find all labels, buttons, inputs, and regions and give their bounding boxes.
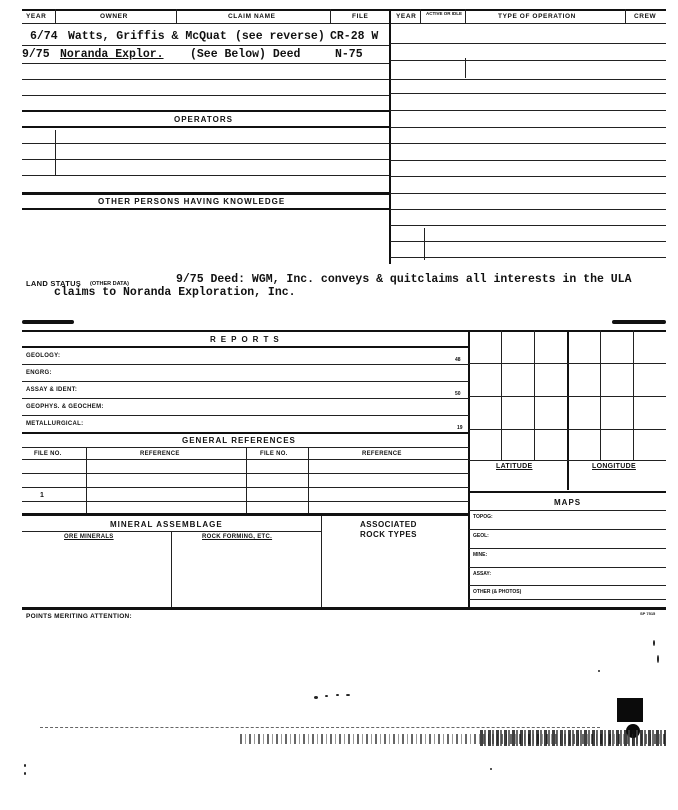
scan-streak [40,727,600,728]
col-reference-2: REFERENCE [362,451,402,457]
rule [22,143,389,144]
rule [469,567,666,568]
header-owner: OWNER [100,13,128,20]
report-geology-mark: 48 [455,357,461,363]
col-reference: REFERENCE [140,451,180,457]
rule [308,447,309,513]
rule [390,43,666,44]
header-type-of-operation: TYPE OF OPERATION [498,13,576,20]
rule [424,228,425,260]
report-geology: GEOLOGY: [26,353,61,359]
rule [469,363,666,364]
report-assay-mark: 50 [455,391,461,397]
rule [22,79,389,80]
rule [390,110,666,111]
rule [390,257,666,258]
rule [390,241,666,242]
rule [22,381,469,382]
rule [171,531,172,608]
rule [22,398,469,399]
scan-mark [612,320,666,324]
longitude-label: LONGITUDE [592,463,636,470]
col-file-no: FILE NO. [34,451,62,457]
rule [390,176,666,177]
points-meriting-attention: POINTS MERITING ATTENTION: [26,613,133,620]
rule [86,447,87,513]
scan-noise [480,730,666,746]
owner-row-1-year: 6/74 [30,30,58,43]
land-status-line-2: claims to Noranda Exploration, Inc. [54,286,296,299]
rule [330,9,331,23]
rule [22,607,666,610]
rule [22,95,389,96]
owner-row-2-year: 9/75 [22,48,50,61]
rule [420,9,421,23]
header-year-2: YEAR [396,13,417,20]
rule [22,330,666,332]
owner-row-2-owner: Noranda Explor. [60,48,164,61]
rule [22,513,469,516]
mineral-assemblage-title: MINERAL ASSEMBLAGE [110,520,223,529]
rule [390,143,666,144]
rule [22,110,389,112]
rule [390,160,666,161]
speck [24,772,26,775]
rule [22,208,389,210]
rule [246,447,247,513]
reports-right-divider [468,330,470,610]
rule [390,127,666,128]
land-status-label: LAND STATUS [26,279,82,288]
ref-entry-mark: 1 [40,492,44,499]
rule [22,63,389,64]
other-persons-title: OTHER PERSONS HAVING KNOWLEDGE [98,197,286,206]
rule [55,9,56,23]
rule [469,548,666,549]
speck [24,764,26,767]
rule [469,529,666,530]
speck [598,670,600,672]
rule [22,175,389,176]
maps-geol: GEOL: [473,533,489,539]
land-status-line-1: 9/75 Deed: WGM, Inc. conveys & quitclaims all interests in the ULA [176,273,632,286]
report-metallurgical-mark: 19 [457,425,463,431]
rule [390,225,666,226]
rule [390,93,666,94]
rule [390,193,666,194]
associated-rock-types-2: ROCK TYPES [360,530,418,539]
maps-title: MAPS [554,498,582,507]
rule [534,330,535,460]
rule [469,429,666,430]
maps-assay: ASSAY: [473,571,492,577]
rule [469,491,666,493]
header-active-or-idle: ACTIVE OR IDLE [425,11,462,16]
rule [469,396,666,397]
reports-title: REPORTS [210,335,284,344]
rule [22,364,469,365]
scan-mark [22,320,74,324]
rule [22,415,469,416]
owner-row-1-claim: (see reverse) [235,30,325,43]
header-year: YEAR [26,13,47,20]
rule [22,192,389,195]
rule [469,510,666,511]
owner-row-1-file: CR-28 W [330,30,379,43]
maps-other: OTHER (& PHOTOS) [473,589,522,595]
rule [567,330,569,490]
speck [657,655,659,663]
rule [22,432,469,434]
rule [176,9,177,23]
rule [22,159,389,160]
col-file-no-2: FILE NO. [260,451,288,457]
maps-mine: MINE: [473,552,488,558]
rule [22,346,469,348]
general-references-title: GENERAL REFERENCES [182,436,296,445]
owner-row-1-owner: Watts, Griffis & McQuat [68,30,227,43]
rule [22,23,666,24]
report-geophys: GEOPHYS. & GEOCHEM: [26,404,104,410]
header-claim-name: CLAIM NAME [228,13,276,20]
rule [22,126,389,128]
speck [346,694,350,696]
owner-row-2-claim: (See Below) Deed [190,48,301,61]
rock-forming-label: ROCK FORMING, ETC. [202,534,273,540]
rule [465,9,466,23]
speck [325,695,328,697]
rule [625,9,626,23]
land-status-sublabel: (OTHER DATA) [90,281,129,287]
rule [501,330,502,460]
operators-title: OPERATORS [174,115,233,124]
rule [321,516,322,608]
maps-topog: TOPOG: [473,514,493,520]
rule [633,330,634,460]
form-number: SP 7515 [640,611,656,616]
header-crew: CREW [634,13,657,20]
scan-block [617,698,643,722]
owner-row-2-file: N-75 [335,48,363,61]
rule [469,599,666,600]
speck [314,696,318,699]
latitude-label: LATITUDE [496,463,533,470]
speck [653,640,655,646]
report-engrg: ENGRG: [26,370,52,376]
rule [600,330,601,460]
rule [55,130,56,175]
report-metallurgical: METALLURGICAL: [26,421,84,427]
rule [390,209,666,210]
rule [390,79,666,80]
rule [469,460,666,461]
rule [22,45,389,46]
rule [390,60,666,61]
report-assay: ASSAY & IDENT: [26,387,78,393]
rule [22,9,666,11]
rule [465,58,466,78]
speck [490,768,492,770]
rule [469,585,666,586]
speck [336,694,339,696]
header-file: FILE [352,13,369,20]
ore-minerals-label: ORE MINERALS [64,534,114,540]
associated-rock-types-1: ASSOCIATED [360,520,417,529]
